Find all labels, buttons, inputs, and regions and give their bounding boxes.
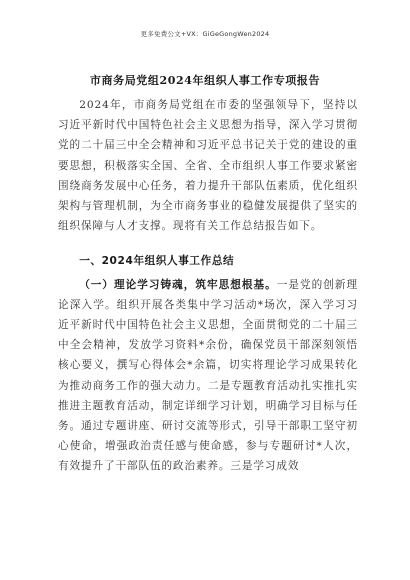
document-body <box>58 95 358 477</box>
section-heading: 一、2024年组织人事工作总结 <box>79 255 235 268</box>
subsection-paragraph <box>58 275 358 477</box>
header-note: 更多免费公文+VX：GiGeGongWen2024 <box>140 30 270 38</box>
subsection-heading: （一）理论学习铸魂，筑牢思想根基。 <box>79 278 277 291</box>
document-title: 市商务局党组2024年组织人事工作专项报告 <box>89 74 321 87</box>
intro-paragraph: 2024年，市商务局党组在市委的坚强领导下，坚持以习近平新时代中国特色社会主义思想为指导，深入学习贯彻党的二十届三中全会精神和习近平总书记关于党的建设的重要思想，积极落实全国、全省、全市组织人事工作要求紧密围绕商务发展中心任务，着力提升干部队伍素质，优化组织架构与管理机制，为全市商务事业的稳健发展提供了坚实的组织保障与人才支撑。现将有关工作总结报告如下。 <box>58 99 358 233</box>
subsection-body: 一是党的创新理论深入学。组织开展各类集中学习活动*场次，深入学习习近平新时代中国特色社会主义思想，全面贯彻党的二十届三中全会精神，发放学习资料*余份，确保党员干部深刻领悟核心要义，撰写心得体会*余篇，切实将理论学习成果转化为推动商务工作的强大动力。二是专题教育活动扎实推扎实推进主题教育活动，制定详细学习计划，明确学习目标与任务。通过专题讲座、研讨交流等形式，引导干部职工坚守初心使命，增强政治责任感与使命感，参与专题研讨*人次，有效提升了干部队伍的政治素养。三是学习成效 <box>58 278 358 473</box>
